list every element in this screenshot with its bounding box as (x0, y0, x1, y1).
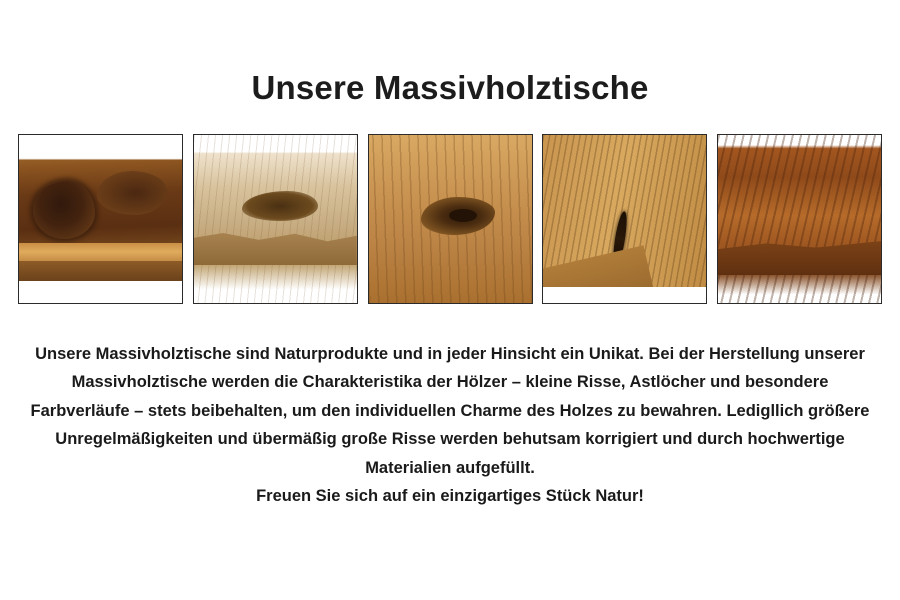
knot-core (449, 209, 477, 222)
wood-texture-burl (19, 135, 182, 303)
grain-lines (718, 135, 881, 303)
image-gallery (18, 134, 882, 304)
page-title: Unsere Massivholztische (251, 69, 649, 106)
gallery-image-wood-slab-burl-edge (18, 134, 183, 304)
gallery-image-wood-plank-with-crack (542, 134, 707, 304)
description-text (22, 340, 878, 510)
gallery-image-wood-slab-reddish-grain (717, 134, 882, 304)
knot-detail (33, 181, 95, 239)
knot-detail-secondary (97, 171, 167, 215)
wood-texture-medium (369, 135, 532, 303)
wood-texture-light (194, 135, 357, 303)
wood-texture-plank (543, 135, 706, 303)
wood-texture-reddish (718, 135, 881, 303)
background-strip (543, 287, 706, 303)
description-paragraph-1: Unsere Massivholztische sind Naturprodukte und in jeder Hinsicht ein Unikat. Bei der Herstellung unserer Massivholztische werden die Charakteristika der Hölzer – kleine Risse, Astlöcher und besondere Farbverläufe – stets beibehalten, um den individuellen Charme des Holzes zu bewahren. Ledigllich größere Unregelmäßigkeiten und übermäßig große Risse werden behutsam korrigiert und durch hochwertige Materialien aufgefüllt. (30, 345, 870, 477)
slab-side-face (19, 261, 182, 281)
gallery-image-wood-grain-knot-cluster (368, 134, 533, 304)
gallery-image-wood-slab-light-wavy-edge (193, 134, 358, 304)
description-paragraph-2: Freuen Sie sich auf ein einzigartiges Stück Natur! (256, 486, 644, 505)
